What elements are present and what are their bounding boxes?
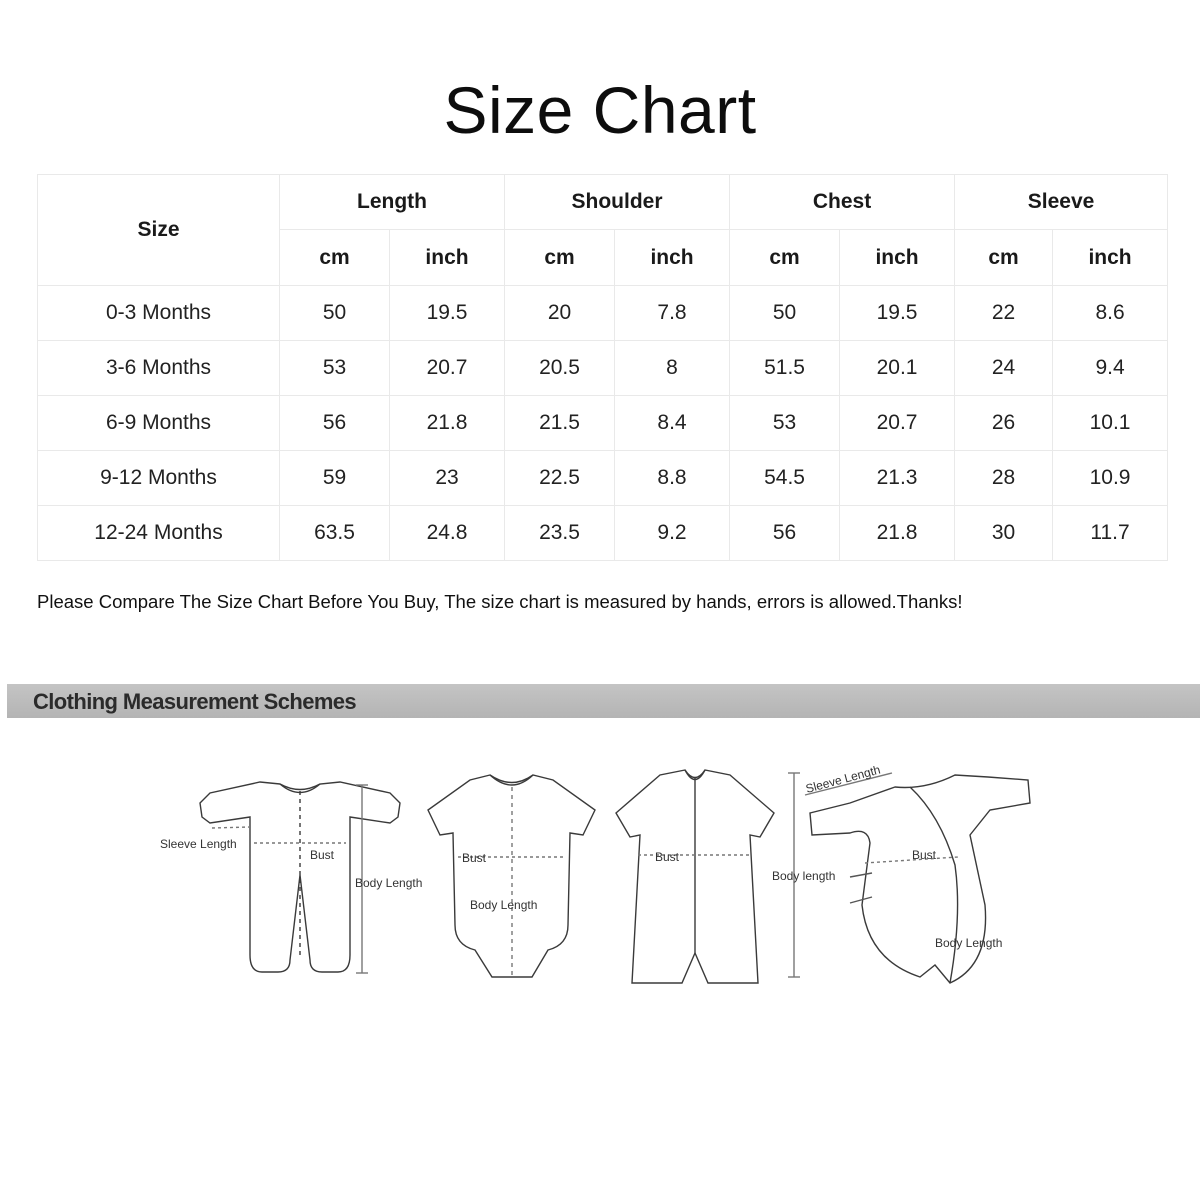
table-cell: 8 xyxy=(615,341,730,396)
unit-header: cm xyxy=(955,230,1053,286)
unit-header: inch xyxy=(840,230,955,286)
size-header: Size xyxy=(38,175,280,286)
table-cell: 10.1 xyxy=(1053,396,1168,451)
table-cell: 19.5 xyxy=(390,286,505,341)
table-cell: 20 xyxy=(505,286,615,341)
table-cell: 51.5 xyxy=(730,341,840,396)
kimono-sleeve-label: Sleeve Length xyxy=(804,762,882,796)
table-cell: 21.5 xyxy=(505,396,615,451)
table-cell: 21.3 xyxy=(840,451,955,506)
group-header: Length xyxy=(280,175,505,230)
table-cell: 50 xyxy=(730,286,840,341)
table-cell: 23 xyxy=(390,451,505,506)
table-cell: 59 xyxy=(280,451,390,506)
table-cell: 11.7 xyxy=(1053,506,1168,561)
unit-header: inch xyxy=(390,230,505,286)
table-row xyxy=(38,396,1168,451)
table-cell: 9.4 xyxy=(1053,341,1168,396)
table-cell: 20.7 xyxy=(390,341,505,396)
unit-header: cm xyxy=(730,230,840,286)
table-cell: 24 xyxy=(955,341,1053,396)
table-row xyxy=(38,506,1168,561)
unit-header: inch xyxy=(615,230,730,286)
table-cell: 19.5 xyxy=(840,286,955,341)
table-cell: 8.6 xyxy=(1053,286,1168,341)
table-cell: 53 xyxy=(730,396,840,451)
unit-header: inch xyxy=(1053,230,1168,286)
table-cell: 24.8 xyxy=(390,506,505,561)
size-cell: 6-9 Months xyxy=(38,396,280,451)
table-cell: 20.5 xyxy=(505,341,615,396)
size-cell: 12-24 Months xyxy=(38,506,280,561)
table-cell: 56 xyxy=(280,396,390,451)
romper-body-label: Body Length xyxy=(355,876,423,890)
bodysuit-bust-label: Bust xyxy=(462,851,487,865)
table-cell: 22 xyxy=(955,286,1053,341)
table-cell: 53 xyxy=(280,341,390,396)
table-cell: 8.4 xyxy=(615,396,730,451)
kimono-illustration xyxy=(805,773,1030,983)
table-cell: 28 xyxy=(955,451,1053,506)
table-cell: 63.5 xyxy=(280,506,390,561)
group-header: Chest xyxy=(730,175,955,230)
table-cell: 10.9 xyxy=(1053,451,1168,506)
bodysuit-body-label: Body Length xyxy=(470,898,538,912)
unit-header: cm xyxy=(505,230,615,286)
table-cell: 22.5 xyxy=(505,451,615,506)
page-title: Size Chart xyxy=(443,73,757,147)
group-header: Shoulder xyxy=(505,175,730,230)
measurement-diagram xyxy=(150,755,1050,1005)
table-cell: 20.1 xyxy=(840,341,955,396)
table-row xyxy=(38,341,1168,396)
table-cell: 50 xyxy=(280,286,390,341)
table-cell: 21.8 xyxy=(390,396,505,451)
romper-bust-label: Bust xyxy=(310,848,335,862)
table-row xyxy=(38,451,1168,506)
table-group-header-row xyxy=(38,175,1168,230)
size-chart-table xyxy=(37,174,1168,561)
table-cell: 8.8 xyxy=(615,451,730,506)
kimono-body-label: Body Length xyxy=(935,936,1003,950)
section-label: Clothing Measurement Schemes xyxy=(33,689,357,714)
table-cell: 9.2 xyxy=(615,506,730,561)
section-band xyxy=(7,684,1200,718)
table-row xyxy=(38,286,1168,341)
table-cell: 21.8 xyxy=(840,506,955,561)
table-cell: 54.5 xyxy=(730,451,840,506)
romper-sleeve-label: Sleeve Length xyxy=(160,837,237,851)
table-cell: 56 xyxy=(730,506,840,561)
table-cell: 30 xyxy=(955,506,1053,561)
shortall-bust-label: Bust xyxy=(655,850,680,864)
table-cell: 20.7 xyxy=(840,396,955,451)
shortall-body-label: Body length xyxy=(772,869,836,883)
table-cell: 23.5 xyxy=(505,506,615,561)
table-cell: 26 xyxy=(955,396,1053,451)
group-header: Sleeve xyxy=(955,175,1168,230)
unit-header: cm xyxy=(280,230,390,286)
table-cell: 7.8 xyxy=(615,286,730,341)
kimono-bust-label: Bust xyxy=(912,848,937,862)
size-cell: 3-6 Months xyxy=(38,341,280,396)
size-cell: 0-3 Months xyxy=(38,286,280,341)
bodysuit-illustration xyxy=(428,775,595,977)
size-cell: 9-12 Months xyxy=(38,451,280,506)
size-note: Please Compare The Size Chart Before You Buy, The size chart is measured by hands, errors is allowed.Thanks! xyxy=(37,591,963,612)
